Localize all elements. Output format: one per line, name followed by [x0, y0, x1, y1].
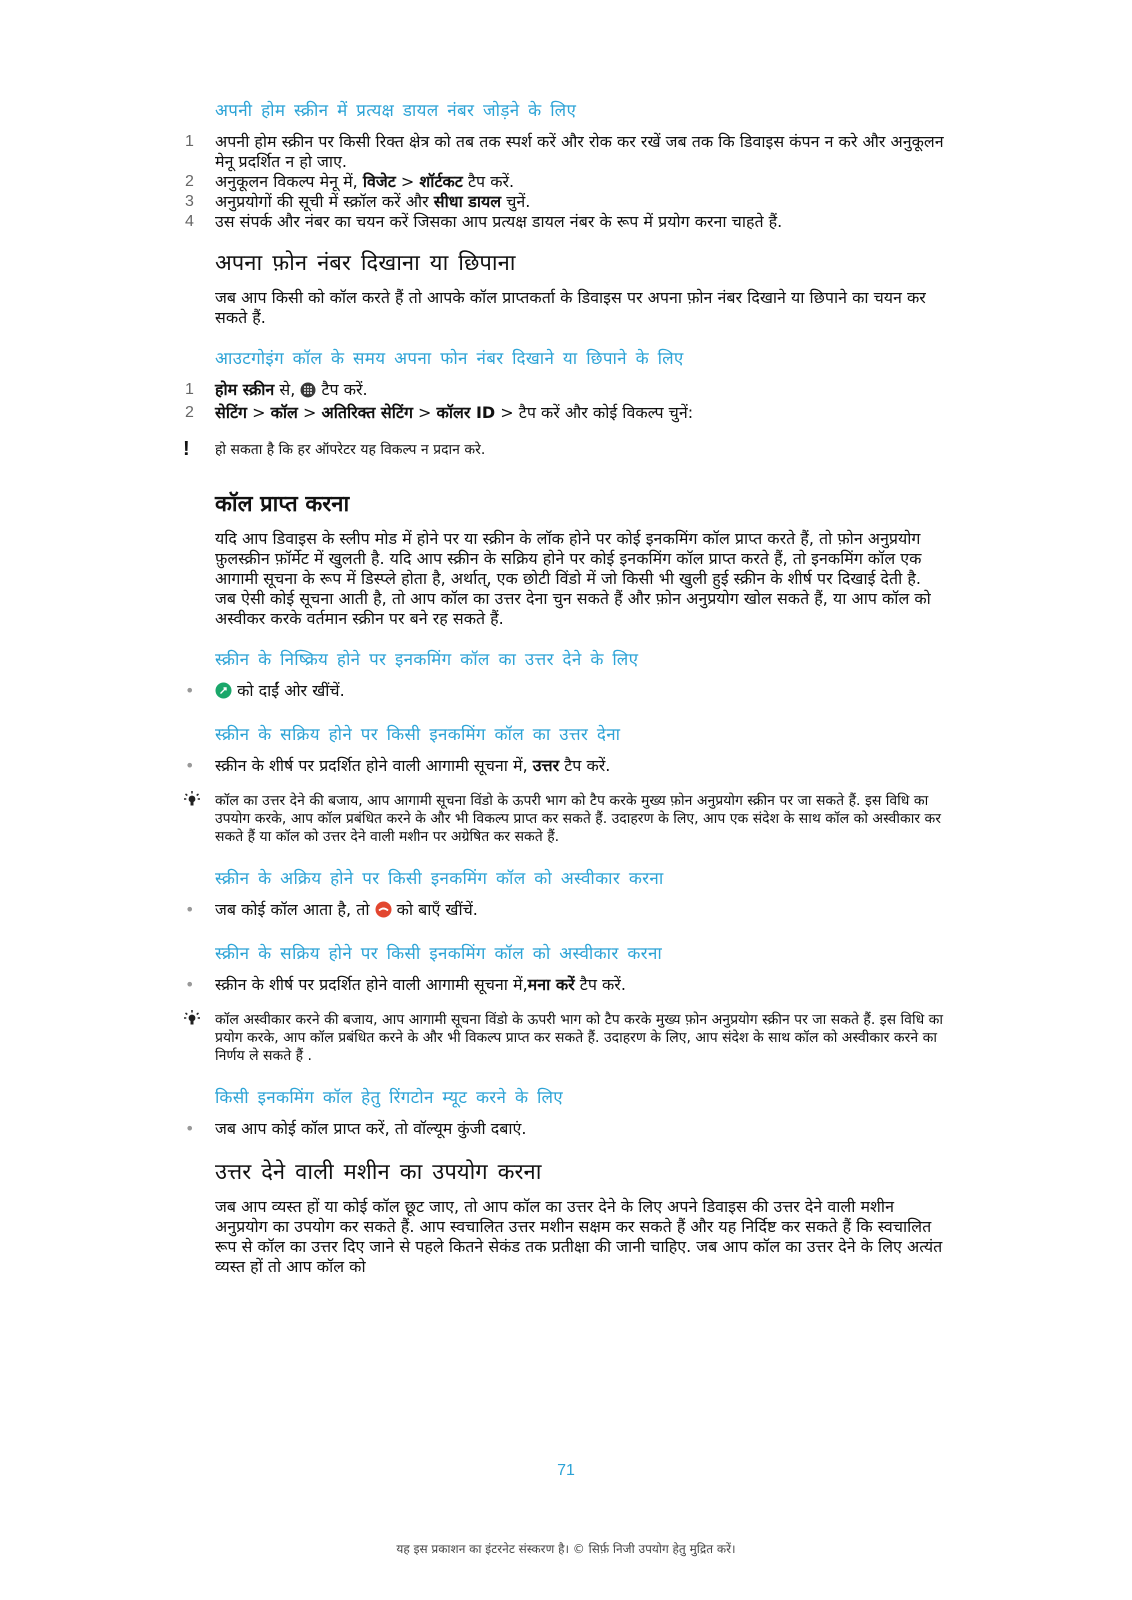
bold-term: विजेट	[362, 172, 396, 191]
tip-text: कॉल अस्वीकार करने की बजाय, आप आगामी सूचना विंडो के ऊपरी भाग को टैप करके मुख्य फ़ोन अनुप्रयोग स्क्रीन पर जा सकते हैं. इस विधि का प्रयोग करके, आप कॉल प्रबंधित करने के और भी विकल्प प्राप्त कर सकते हैं. उदाहरण के लिए, आप संदेश के साथ कॉल को अस्वीकार करने का निर्णय ले सकते हैं .	[215, 1012, 944, 1064]
page-content	[183, 100, 945, 1297]
page-number: 71	[557, 1462, 575, 1479]
bullet-text-end: टैप करें.	[574, 975, 626, 994]
steps-add-direct-dial	[185, 132, 945, 232]
subheading-reject-inactive: स्क्रीन के अक्रिय होने पर किसी इनकमिंग कॉल को अस्वीकार करना	[215, 869, 664, 889]
subheading-answer-active: स्क्रीन के सक्रिय होने पर किसी इनकमिंग कॉल का उत्तर देना	[215, 725, 621, 745]
step-number: 2	[185, 404, 194, 421]
tip-answer	[215, 792, 945, 846]
step-text: अपनी होम स्क्रीन पर किसी रिक्त क्षेत्र को तब तक स्पर्श करें और रोक कर रखें जब तक कि डिवाइस कंपन न करे और अनुकूलन मेनू प्रदर्शित न हो जाए.	[215, 132, 944, 171]
bold-term: सेटिंग	[215, 403, 248, 422]
lightbulb-icon	[183, 790, 201, 813]
answer-call-icon	[215, 682, 232, 704]
heading-receiving-calls: कॉल प्राप्त करना	[215, 492, 350, 517]
step-number: 3	[185, 193, 194, 210]
step-text: उस संपर्क और नंबर का चयन करें जिसका आप प्रत्यक्ष डायल नंबर के रूप में प्रयोग करना चाहते हैं.	[215, 212, 783, 231]
heading-answering-machine: उत्तर देने वाली मशीन का उपयोग करना	[215, 1160, 542, 1185]
bold-term: उत्तर	[532, 756, 560, 775]
list-item	[185, 900, 945, 923]
bold-term: होम स्क्रीन	[215, 380, 275, 399]
step-separator: >	[297, 403, 322, 422]
lightbulb-icon	[183, 1009, 201, 1032]
list-item	[185, 756, 945, 776]
subheading-outgoing-number: आउटगोइंग कॉल के समय अपना फोन नंबर दिखाने या छिपाने के लिए	[215, 349, 684, 369]
bold-term: सीधा डायल	[433, 192, 502, 211]
step-number: 2	[185, 173, 194, 190]
bullets-reject-active	[185, 975, 945, 995]
step-text: से,	[274, 380, 301, 399]
bullets-mute-ringtone	[185, 1119, 945, 1139]
step-item	[185, 403, 945, 423]
heading-show-hide-number: अपना फ़ोन नंबर दिखाना या छिपाना	[215, 251, 516, 276]
exclamation-icon: !	[183, 438, 190, 460]
bullet-text-end: को बाएँ खींचें.	[391, 900, 478, 919]
bullet-dot: •	[185, 681, 195, 700]
tip-reject	[215, 1011, 945, 1065]
step-text-end: टैप करें.	[462, 172, 515, 191]
subheading-answer-inactive: स्क्रीन के निष्क्रिय होने पर इनकमिंग कॉल का उत्तर देने के लिए	[215, 650, 639, 670]
list-item	[185, 975, 945, 995]
bullet-dot: •	[185, 756, 195, 775]
bold-term: अतिरिक्त सेटिंग	[321, 403, 413, 422]
step-text-end: टैप करें.	[316, 380, 368, 399]
list-item	[185, 681, 945, 704]
bold-term: मना करें	[527, 975, 575, 994]
step-number: 1	[185, 133, 194, 150]
bullet-text: को दाईं ओर खींचें.	[237, 681, 345, 700]
bullets-answer-inactive	[185, 681, 945, 704]
step-text-end: चुनें.	[501, 192, 531, 211]
step-item	[185, 380, 945, 403]
step-item	[185, 172, 945, 192]
bold-term: शॉर्टकट	[419, 172, 463, 191]
subheading-reject-active: स्क्रीन के सक्रिय होने पर किसी इनकमिंग कॉल को अस्वीकार करना	[215, 944, 663, 964]
bullet-text-end: टैप करें.	[559, 756, 611, 775]
bullet-text: स्क्रीन के शीर्ष पर प्रदर्शित होने वाली आगामी सूचना में,	[215, 756, 533, 775]
bullet-text: जब कोई कॉल आता है, तो	[215, 900, 375, 919]
page-footer: यह इस प्रकाशन का इंटरनेट संस्करण है। © सिर्फ़ निजी उपयोग हेतु मुद्रित करें।	[396, 1542, 736, 1556]
bullets-reject-inactive	[185, 900, 945, 923]
step-item	[185, 212, 945, 232]
bullet-text: स्क्रीन के शीर्ष पर प्रदर्शित होने वाली आगामी सूचना में,	[215, 975, 528, 994]
paragraph-receiving-calls: यदि आप डिवाइस के स्लीप मोड में होने पर या स्क्रीन के लॉक होने पर कोई इनकमिंग कॉल प्राप्त करते हैं, तो फ़ोन अनुप्रयोग फ़ुलस्क्रीन फ़ॉर्मेट में खुलती है. यदि आप स्क्रीन के सक्रिय होने पर कोई इनकमिंग कॉल प्राप्त करते हैं, तो इनकमिंग कॉल एक आगामी सूचना के रूप में डिस्प्ले होता है, अर्थात्, एक छोटी विंडो में जो किसी भी खुली हुई स्क्रीन के शीर्ष पर दिखाई देती है. जब ऐसी कोई सूचना आती है, तो आप कॉल का उत्तर देना चुन सकते हैं और फ़ोन अनुप्रयोग खोल सकते हैं, या आप कॉल को अस्वीकर करके वर्तमान स्क्रीन पर बने रह सकते हैं.	[215, 529, 931, 628]
step-separator: >	[247, 403, 271, 422]
operator-note	[183, 438, 945, 460]
steps-outgoing-number	[185, 380, 945, 423]
step-text-end: > टैप करें और कोई विकल्प चुनें:	[495, 403, 694, 422]
list-item	[185, 1119, 945, 1139]
step-number: 4	[185, 213, 194, 230]
subheading-mute-ringtone: किसी इनकमिंग कॉल हेतु रिंगटोन म्यूट करने के लिए	[215, 1088, 563, 1108]
bullet-text: जब आप कोई कॉल प्राप्त करें, तो वॉल्यूम कुंजी दबाएं.	[215, 1119, 527, 1138]
bullet-dot: •	[185, 1119, 195, 1138]
bullets-answer-active	[185, 756, 945, 776]
step-item	[185, 192, 945, 212]
paragraph-answering-machine: जब आप व्यस्त हों या कोई कॉल छूट जाए, तो आप कॉल का उत्तर देने के लिए अपने डिवाइस की उत्तर देने वाली मशीन अनुप्रयोग का उपयोग कर सकते हैं. आप स्वचालित उत्तर मशीन सक्षम कर सकते हैं और यह निर्दिष्ट कर सकते हैं कि स्वचालित रूप से कॉल का उत्तर दिए जाने से पहले कितने सेकंड तक प्रतीक्षा की जानी चाहिए. जब आप कॉल का उत्तर देने के लिए अत्यंत व्यस्त हों तो आप कॉल को	[215, 1197, 943, 1276]
step-text: अनुप्रयोगों की सूची में स्क्रॉल करें और	[215, 192, 434, 211]
step-number: 1	[185, 381, 194, 398]
step-item	[185, 132, 945, 172]
bold-term: कॉलर ID	[436, 403, 496, 422]
decline-call-icon	[375, 901, 392, 923]
apps-grid-icon	[300, 382, 316, 403]
paragraph-show-hide-number: जब आप किसी को कॉल करते हैं तो आपके कॉल प्राप्तकर्ता के डिवाइस पर अपना फ़ोन नंबर दिखाने या छिपाने का चयन कर सकते हैं.	[215, 288, 926, 327]
step-separator: >	[395, 172, 420, 191]
step-separator: >	[412, 403, 437, 422]
tip-text: कॉल का उत्तर देने की बजाय, आप आगामी सूचना विंडो के ऊपरी भाग को टैप करके मुख्य फ़ोन अनुप्रयोग स्क्रीन पर जा सकते हैं. इस विधि का उपयोग करके, आप कॉल प्रबंधित करने के और भी विकल्प प्राप्त कर सकते हैं. उदाहरण के लिए, आप एक संदेश के साथ कॉल को अस्वीकार कर सकते हैं या कॉल को उत्तर देने वाली मशीन पर अग्रेषित कर सकते हैं.	[215, 793, 941, 845]
bullet-dot: •	[185, 900, 195, 919]
bold-term: कॉल	[270, 403, 298, 422]
note-text: हो सकता है कि हर ऑपरेटर यह विकल्प न प्रदान करे.	[215, 442, 486, 458]
step-text: अनुकूलन विकल्प मेनू में,	[215, 172, 363, 191]
subheading-add-direct-dial: अपनी होम स्क्रीन में प्रत्यक्ष डायल नंबर जोड़ने के लिए	[215, 101, 577, 121]
bullet-dot: •	[185, 975, 195, 994]
